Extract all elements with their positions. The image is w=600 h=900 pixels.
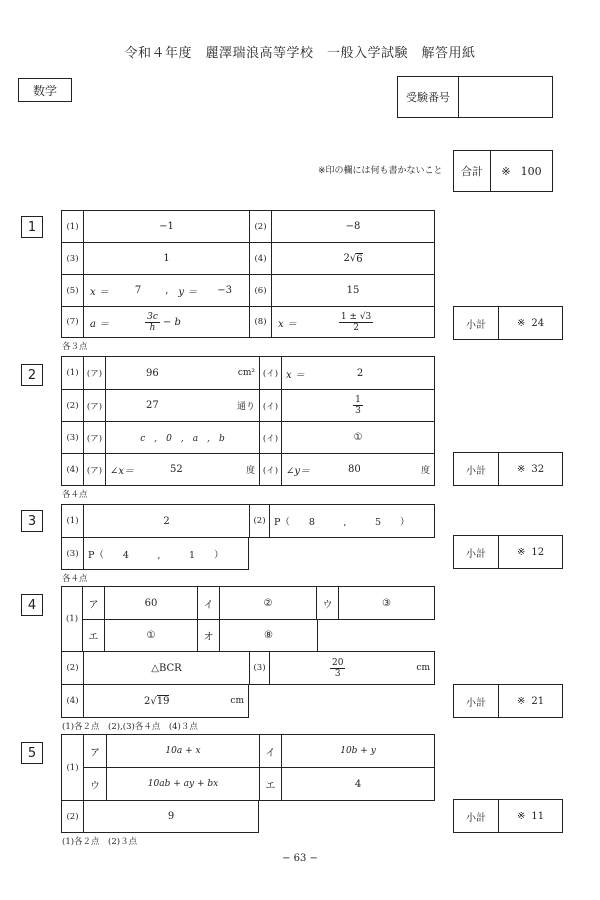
answer-5-1i: 10b + y [340, 746, 376, 756]
section-2-number: 2 [21, 364, 43, 386]
section-4-row-1 [82, 586, 435, 620]
x-prefix: x ＝ [278, 318, 297, 330]
total-label: 合計 [454, 151, 491, 191]
sqrt-icon: √ [150, 695, 157, 707]
page-number: − 63 − [282, 853, 318, 864]
subtotal-box-3 [453, 535, 563, 569]
q-label: (3) [66, 432, 79, 443]
answer-3-1: 2 [163, 515, 170, 527]
q-label: (2) [66, 400, 79, 411]
section-3-row-1 [61, 504, 435, 538]
total-value: 100 [520, 164, 542, 178]
fraction [353, 395, 363, 416]
section-4-row-2 [82, 619, 318, 652]
prefix: ∠y＝ [286, 466, 311, 477]
coef: 2 [144, 695, 151, 707]
answer-3-3: P（ 4 , 1 ） [88, 549, 224, 561]
answer-1-3: 1 [163, 253, 170, 264]
sub-label: エ [83, 620, 105, 651]
q-label: (4) [250, 243, 272, 274]
answer-2-4b [282, 454, 434, 485]
unit: cm [230, 696, 244, 706]
q-label: (4) [62, 685, 84, 717]
subtotal-value: 12 [531, 546, 545, 558]
sub-label: (ア) [86, 369, 103, 379]
denominator: 3 [334, 668, 341, 679]
subtotal-value: 21 [531, 695, 545, 707]
subtotal-label: 小計 [454, 800, 499, 832]
mark: ※ [516, 463, 526, 475]
sqrt-icon: √ [349, 253, 357, 264]
answer-1-6: 15 [346, 285, 360, 296]
answer-2-3a: c , 0 , a , b [140, 434, 225, 444]
section-4-row-3 [61, 651, 435, 685]
q-label: (3) [250, 652, 270, 684]
unit: 度 [245, 466, 255, 476]
coef: 2 [343, 253, 350, 264]
section-4-number: 4 [21, 594, 43, 616]
section-5-number: 5 [21, 742, 43, 764]
q-label: (7) [62, 307, 84, 337]
sub-label: (イ) [262, 465, 279, 476]
unit: cm² [237, 368, 255, 378]
answer-4-1u: ③ [382, 597, 391, 609]
a-prefix: a ＝ [90, 318, 110, 330]
answer-2-2b [282, 390, 434, 421]
section-1-number: 1 [21, 216, 43, 238]
answer-1-4 [272, 243, 434, 274]
section-5-row-2 [61, 800, 259, 833]
subtotal-value: 24 [531, 317, 545, 329]
fraction [145, 312, 160, 333]
value: 80 [348, 464, 361, 475]
exam-number-label: 受験番号 [398, 77, 459, 117]
answer-4-1e: ① [146, 630, 156, 641]
numerator: 1 ± √3 [340, 311, 372, 322]
answer-4-4 [84, 685, 248, 717]
mark: ※ [516, 810, 526, 822]
subtotal-label: 小計 [454, 536, 499, 568]
subtotal-value: 11 [531, 810, 545, 822]
section-5-table [61, 734, 435, 801]
value: 96 [146, 367, 159, 379]
q-label: (2) [62, 652, 84, 684]
answer-1-5 [84, 275, 249, 306]
section-1-table [61, 210, 435, 338]
answer-2-1b [282, 357, 434, 389]
total-mark: ※ [501, 164, 511, 178]
answer-4-3 [270, 652, 434, 684]
answer-2-4a [106, 454, 259, 485]
prefix: x ＝ [286, 369, 305, 381]
sub-label: ア [90, 747, 100, 759]
points-note: (1)各２点 (2)３点 [62, 837, 138, 847]
q-label: (2) [250, 505, 270, 537]
sub-label: オ [198, 620, 220, 651]
sub-label: (イ) [262, 433, 279, 444]
x-label: x ＝ [90, 287, 109, 298]
numerator: 20 [332, 657, 344, 668]
denominator: h [149, 322, 156, 333]
mark: ※ [516, 546, 526, 558]
sub-label: (ア) [86, 465, 103, 476]
denominator: 2 [353, 322, 359, 333]
unit: 度 [420, 466, 430, 476]
section-3-number: 3 [21, 510, 43, 532]
q-label: (1) [62, 211, 84, 242]
q-label: (6) [250, 275, 272, 306]
total-box [453, 150, 553, 192]
unit: 通り [236, 402, 255, 412]
answer-4-1i: ② [263, 597, 273, 609]
radicand: 19 [156, 696, 170, 707]
q-label: (1) [61, 586, 83, 652]
section-2-table [61, 356, 435, 486]
answer-5-1e: 4 [354, 778, 362, 790]
prefix: ∠x＝ [110, 466, 135, 477]
answer-1-7 [84, 307, 249, 337]
answer-4-1o: ⑧ [264, 630, 273, 641]
exam-number-box [397, 76, 553, 118]
sub-label: (イ) [262, 369, 279, 379]
mark: ※ [516, 317, 526, 329]
answer-5-2: 9 [167, 811, 175, 822]
subtotal-label: 小計 [454, 685, 499, 717]
section-4-row-4 [61, 684, 249, 718]
comma: , [165, 285, 169, 296]
answer-5-1u: 10ab + ay + bx [147, 779, 219, 789]
q-label: (5) [62, 275, 84, 306]
radicand: 6 [356, 253, 363, 265]
answer-4-2: △BCR [151, 662, 182, 674]
value: 52 [170, 464, 183, 475]
subtotal-box-4 [453, 684, 563, 718]
points-note: 各４点 [62, 490, 88, 500]
q-label: (4) [66, 464, 79, 475]
sub-label: イ [198, 587, 220, 619]
points-note: (1)各２点 (2),(3)各４点 (4)３点 [62, 722, 198, 732]
numerator: 1 [355, 395, 361, 405]
points-note: 各４点 [62, 574, 88, 584]
y-value: −3 [217, 285, 232, 296]
subtotal-box-1 [453, 306, 563, 340]
answer-5-1a: 10a + x [165, 746, 201, 756]
sub-label: イ [265, 747, 276, 759]
subtotal-box-5 [453, 799, 563, 833]
answer-2-1a [106, 357, 259, 389]
q-label: (3) [62, 243, 84, 274]
subtotal-label: 小計 [454, 453, 499, 485]
fraction [330, 658, 345, 679]
section-3-row-2 [61, 537, 249, 570]
answer-4-1a: 60 [144, 597, 158, 609]
subtotal-label: 小計 [454, 307, 499, 339]
sub-label: ウ [90, 780, 100, 792]
sub-label: ウ [317, 587, 339, 619]
points-note: 各３点 [62, 342, 88, 352]
fraction [339, 312, 373, 333]
answer-3-2: P（ 8 , 5 ） [274, 517, 410, 528]
q-label: (2) [62, 801, 84, 832]
answer-1-1: −1 [159, 221, 174, 232]
sub-label: (ア) [86, 433, 103, 444]
denominator: 3 [355, 406, 361, 416]
answer-2-3b: ① [353, 432, 363, 443]
sub-label: (イ) [262, 401, 279, 412]
unit: cm [416, 663, 430, 673]
subtotal-value: 32 [531, 463, 545, 475]
q-label: (1) [66, 368, 79, 378]
exam-number-field[interactable] [459, 77, 552, 117]
sub-label: (ア) [86, 401, 103, 412]
instruction-note: ※印の欄には何も書かないこと [318, 166, 443, 176]
x-value: 7 [134, 285, 142, 296]
sub-label: エ [265, 780, 276, 792]
q-label: (8) [250, 307, 272, 337]
subject-box: 数学 [18, 78, 72, 102]
answer-1-8 [272, 307, 434, 337]
value: 2 [356, 367, 364, 379]
q-label: (1) [62, 735, 84, 800]
suffix: − b [162, 316, 181, 328]
y-label: y ＝ [178, 287, 198, 298]
q-label: (1) [62, 505, 84, 537]
value: 27 [146, 400, 159, 411]
answer-1-2: −8 [345, 221, 361, 232]
q-label: (2) [250, 211, 272, 242]
subtotal-box-2 [453, 452, 563, 486]
numerator: 3c [147, 311, 158, 322]
sub-label: ア [83, 587, 105, 619]
answer-2-2a [106, 390, 259, 421]
page-title: 令和４年度 麗澤瑞浪高等学校 一般入学試験 解答用紙 [124, 46, 476, 61]
mark: ※ [516, 695, 526, 707]
q-label: (3) [62, 538, 84, 569]
